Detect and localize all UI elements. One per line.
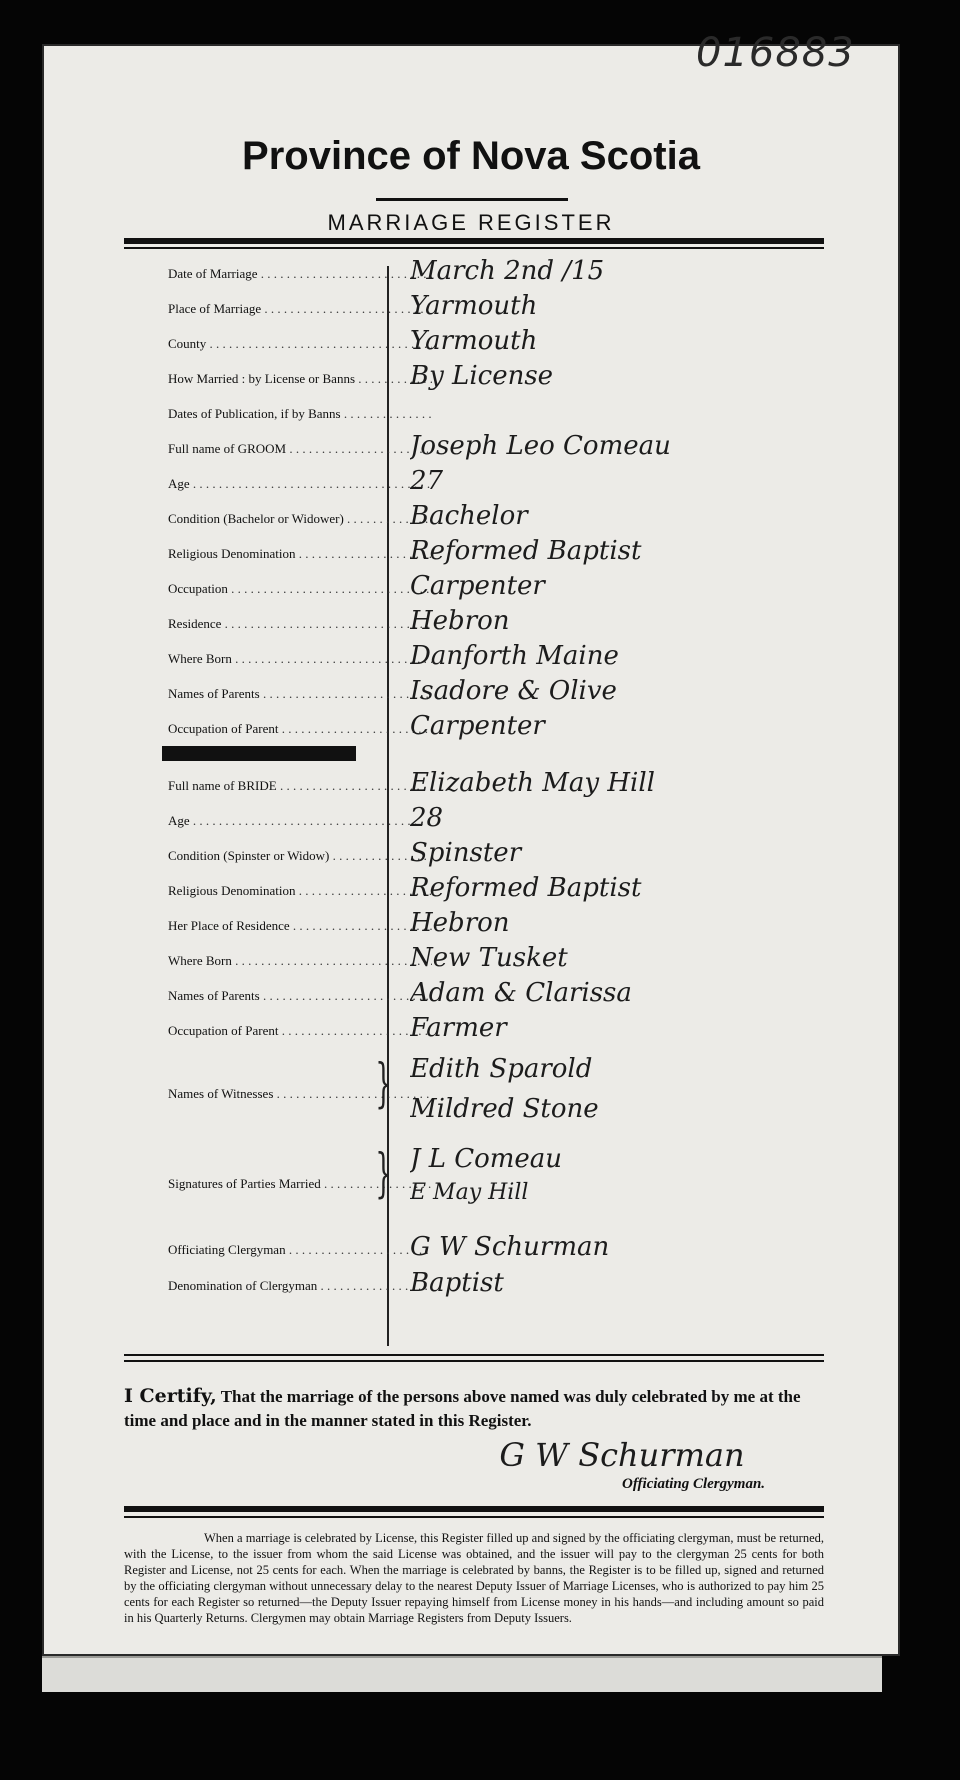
field-place-of-marriage: [124, 291, 824, 325]
document-number: 016883: [696, 30, 855, 76]
field-bride-denomination: [124, 873, 824, 907]
field-value: Reformed Baptist: [410, 873, 642, 903]
field-groom-name: [124, 431, 824, 465]
field-value: 27: [410, 466, 444, 496]
field-label: Her Place of Residence . . .: [168, 918, 432, 934]
field-groom-condition: [124, 501, 824, 535]
witness-2: Mildred Stone: [410, 1094, 599, 1124]
field-label: County . . .: [168, 336, 432, 352]
certify-rule-top-2: [124, 1360, 824, 1362]
field-dates-of-publication: [124, 400, 824, 430]
field-label: Age . . .: [168, 813, 432, 829]
field-label: Full name of GROOM . . .: [168, 441, 432, 457]
field-value: Farmer: [410, 1013, 507, 1043]
field-label: Officiating Clergyman . . .: [168, 1242, 432, 1258]
field-label: Where Born . . .: [168, 953, 432, 969]
witness-1: Edith Sparold: [410, 1054, 593, 1084]
field-groom-residence: [124, 606, 824, 640]
header-rule-thin: [124, 247, 824, 249]
field-bride-name: [124, 768, 824, 802]
field-label: Dates of Publication, if by Banns . . .: [168, 406, 432, 422]
field-value: March 2nd /15: [410, 256, 605, 286]
field-value: 28: [410, 803, 444, 833]
field-label: Names of Witnesses . . .: [168, 1086, 432, 1102]
field-officiating-clergyman: [124, 1232, 824, 1266]
signature-bride: E May Hill: [410, 1180, 529, 1205]
field-bride-residence: [124, 908, 824, 942]
field-label: Condition (Spinster or Widow) . . .: [168, 848, 432, 864]
field-value: Bachelor: [410, 501, 528, 531]
document-subtitle: MARRIAGE REGISTER: [327, 210, 615, 235]
field-value: Joseph Leo Comeau: [410, 431, 671, 461]
signature-groom: J L Comeau: [410, 1144, 563, 1174]
field-label: Where Born . . .: [168, 651, 432, 667]
clergy-signature: G W Schurman: [499, 1436, 745, 1474]
field-clergy-denomination: [124, 1268, 824, 1302]
field-value: New Tusket: [410, 943, 568, 973]
field-bride-parents: [124, 978, 824, 1012]
footer-rule: [124, 1506, 824, 1512]
field-value: Hebron: [410, 908, 510, 938]
witnesses-brace: }: [375, 1054, 392, 1114]
field-value: Carpenter: [410, 711, 545, 741]
field-label: Residence . . .: [168, 616, 432, 632]
field-label: Date of Marriage . . .: [168, 266, 432, 282]
field-value: Baptist: [410, 1268, 504, 1298]
footer-instructions: [124, 1530, 824, 1626]
document-title: Province of Nova Scotia: [242, 134, 700, 178]
field-value: By License: [410, 361, 554, 391]
field-bride-age: [124, 803, 824, 837]
field-groom-parent-occupation: [124, 711, 824, 745]
field-label: Religious Denomination . . .: [168, 883, 432, 899]
field-bride-condition: [124, 838, 824, 872]
signature-caption: Officiating Clergyman.: [622, 1476, 766, 1492]
field-label: Names of Parents . . .: [168, 686, 432, 702]
field-label: Denomination of Clergyman . . .: [168, 1278, 432, 1294]
field-groom-parents: [124, 676, 824, 710]
field-bride-parent-occupation: [124, 1013, 824, 1047]
field-label: Religious Denomination . . .: [168, 546, 432, 562]
field-county: [124, 326, 824, 360]
field-value: Yarmouth: [410, 326, 538, 356]
field-date-of-marriage: [124, 256, 824, 290]
field-bride-birthplace: [124, 943, 824, 977]
field-value: Elizabeth May Hill: [410, 768, 655, 798]
field-party-signatures: [124, 1144, 824, 1205]
footer-rule-thin: [124, 1516, 824, 1518]
header-rule: [124, 238, 824, 244]
instructions-text: When a marriage is celebrated by License, this Register filled up and signed by the officiating clergyman, must be returned, with the License, to the issuer from whom the said License was obtained, and the issuer will pay to the clergyman 25 cents for both Register and License, not 25 cents for each. When the marriage is celebrated by banns, the Register is to be filled up, signed and returned by the officiating clergyman without unnecessary delay to the nearest Deputy Issuer of Marriage Licenses, who is authorized to pay him 25 cents for each Register so returned—the Deputy Issuer repaying himself from License money in his hands—and including amount so paid in his Quarterly Returns. Clergymen may obtain Marriage Registers from Deputy Issuers.: [124, 1531, 824, 1625]
field-witnesses: [124, 1054, 824, 1124]
field-value: Danforth Maine: [410, 641, 619, 671]
field-label: Age . . .: [168, 476, 432, 492]
register-sheet: [42, 44, 900, 1656]
field-label: Occupation of Parent . . .: [168, 721, 432, 737]
field-value: Spinster: [410, 838, 522, 868]
field-value: Carpenter: [410, 571, 545, 601]
field-label: Names of Parents . . .: [168, 988, 432, 1004]
field-value: Yarmouth: [410, 291, 538, 321]
sheet-bottom-edge: [42, 1656, 882, 1692]
field-how-married: [124, 361, 824, 395]
field-groom-age: [124, 466, 824, 500]
field-label: Full name of BRIDE . . .: [168, 778, 432, 794]
certification-statement: [124, 1384, 824, 1433]
field-label: Signatures of Parties Married . . .: [168, 1176, 432, 1192]
field-value: Reformed Baptist: [410, 536, 642, 566]
field-label: Place of Marriage . . .: [168, 301, 432, 317]
field-label: Occupation of Parent . . .: [168, 1023, 432, 1039]
field-value: G W Schurman: [410, 1232, 610, 1262]
field-value: Hebron: [410, 606, 510, 636]
field-value: Adam & Clarissa: [410, 978, 632, 1008]
field-groom-denomination: [124, 536, 824, 570]
section-divider-bar: [162, 746, 356, 761]
field-label: Condition (Bachelor or Widower) . . .: [168, 511, 432, 527]
certify-rule-top: [124, 1354, 824, 1356]
title-underline: [376, 198, 568, 201]
signatures-brace: }: [375, 1144, 392, 1204]
certify-text: That the marriage of the persons above named was duly celebrated by me at the time and place and in the manner stated in this Register.: [124, 1387, 801, 1430]
field-groom-birthplace: [124, 641, 824, 675]
certify-lead: I Certify,: [124, 1385, 217, 1407]
field-groom-occupation: [124, 571, 824, 605]
field-value: Isadore & Olive: [410, 676, 617, 706]
field-label: Occupation . . .: [168, 581, 432, 597]
field-label: How Married : by License or Banns . . .: [168, 371, 432, 387]
